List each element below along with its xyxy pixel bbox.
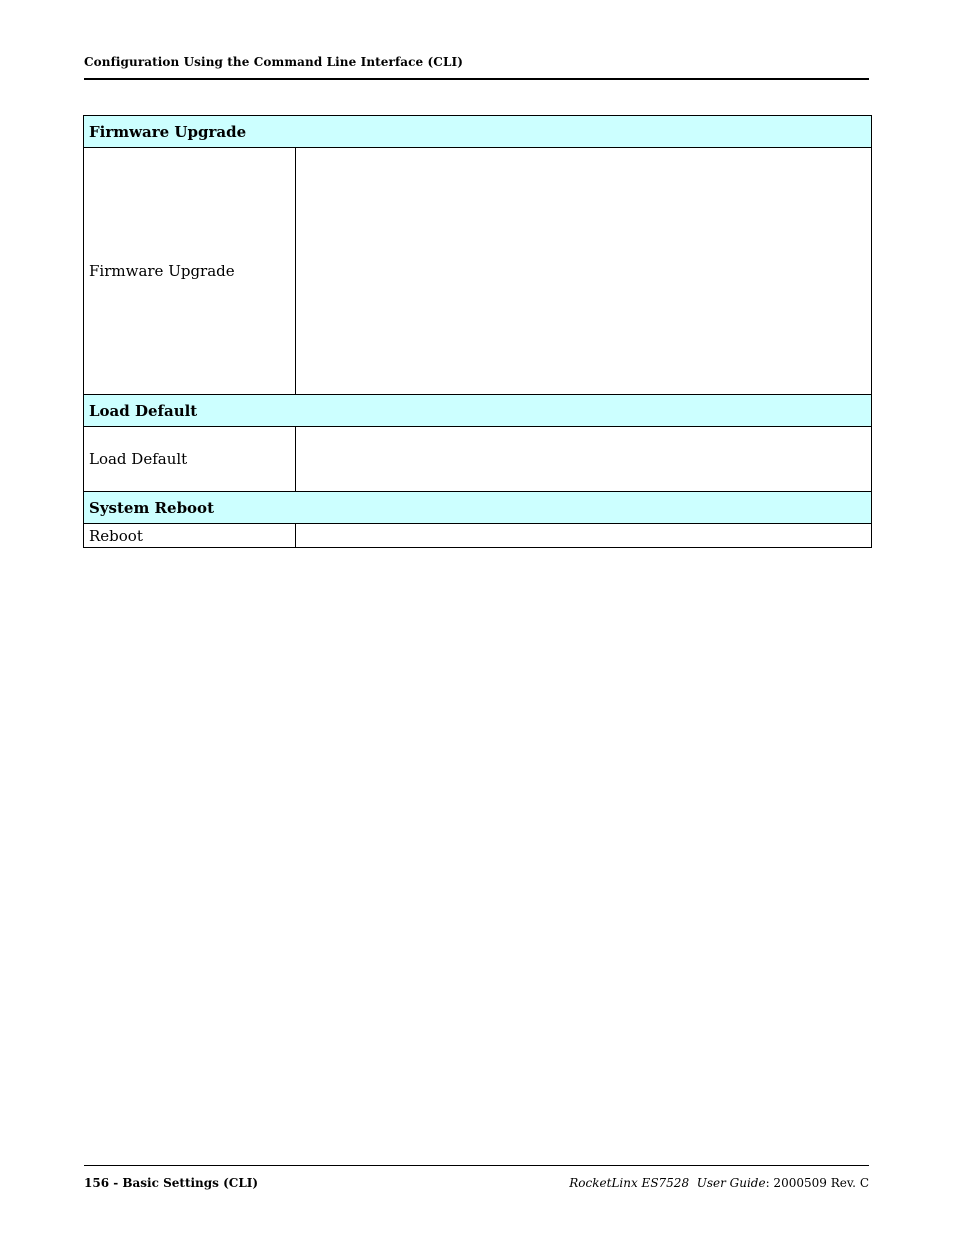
row-label-firmware-upgrade: Firmware Upgrade	[84, 148, 296, 395]
table-row	[84, 524, 872, 548]
row-description-load-default	[296, 427, 872, 492]
footer-rule	[84, 1165, 869, 1166]
footer-doc-ref: : 2000509 Rev. C	[765, 1176, 869, 1190]
section-heading-load-default: Load Default	[84, 395, 872, 427]
footer-doc-reference	[569, 1176, 869, 1190]
header-rule	[84, 78, 869, 80]
command-table	[83, 115, 872, 548]
footer-page-label: 156 - Basic Settings (CLI)	[84, 1176, 259, 1190]
section-heading-firmware-upgrade: Firmware Upgrade	[84, 116, 872, 148]
footer-product: RocketLinx ES7528	[569, 1176, 690, 1190]
row-description-firmware-upgrade	[296, 148, 872, 395]
table-row	[84, 427, 872, 492]
running-header: Configuration Using the Command Line Interface (CLI)	[84, 55, 463, 69]
row-label-load-default: Load Default	[84, 427, 296, 492]
section-heading-system-reboot: System Reboot	[84, 492, 872, 524]
footer-guide: User Guide	[696, 1176, 766, 1190]
row-description-reboot	[296, 524, 872, 548]
table-row	[84, 148, 872, 395]
row-label-reboot: Reboot	[84, 524, 296, 548]
